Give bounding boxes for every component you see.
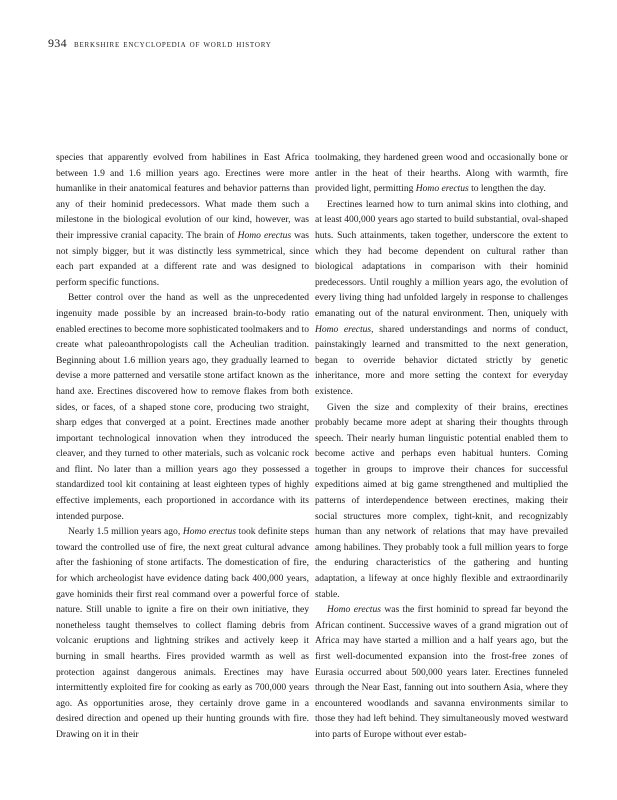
paragraph	[315, 150, 568, 197]
italic-text: Homo erectus	[327, 604, 381, 616]
text-run: to lengthen the day.	[468, 183, 546, 195]
text-run: Given the size and complexity of their brains, erectines probably became more adept at sharing their thoughts through speech. Their nearly human linguistic potential enabled them to become active and perhaps even habitual hunters. Coming together in groups to improve their chances for successful expeditions aimed at big game strengthened and multiplied the patterns of interdependence between erectines, making their social structures more complex, tight-knit, and recognizably human than any network of relations that may have prevailed among habilines. They probably took a full million years to forge the enduring characteristics of the gathering and hunting adaptation, a lifeway at once highly flexible and extraordinarily stable.	[315, 401, 568, 600]
left-column	[56, 150, 309, 743]
paragraph	[56, 524, 309, 742]
italic-text: Homo erectus	[182, 526, 236, 538]
paragraph	[315, 197, 568, 400]
italic-text: Homo erectus	[237, 229, 292, 241]
text-run: Erectines learned how to turn animal skins into clothing, and at least 400,000 years ago started to build substantial, oval-shaped huts. Such attainments, taken together, underscore the extent to which they had become dependent on cultural rather than biological adaptations in comparison with their hominid predecessors. Until roughly a million years ago, the evolution of every living thing had unfolded largely in response to challenges emanating out of the natural environment. Then, uniquely with	[315, 198, 568, 319]
paragraph	[315, 602, 568, 742]
text-run: toolmaking, they hardened green wood and occasionally bone or antler in the heat of their hearths. Along with warmth, fire provided light, permitting	[315, 152, 568, 195]
page-number: 934	[48, 36, 67, 50]
text-run: species that apparently evolved from habilines in East Africa between 1.9 and 1.6 million years ago. Erectines were more humanlike in their anatomical features and behavior patterns than any of their hominid predecessors. What made them such a milestone in the biological evolution of our kind, however, was their impressive cranial capacity. The brain of	[56, 152, 309, 241]
text-run: was the first hominid to spread far beyond the African continent. Successive waves of a grand migration out of Africa may have started a million and a half years ago, but the first well-documented expansion into the frost-free zones of Eurasia occurred about 500,000 years later. Erectines funneled through the Near East, fanning out into southern Asia, where they encountered woodlands and savanna environments similar to those they had left behind. They simultaneously moved westward into parts of Europe without ever estab-	[315, 604, 568, 740]
paragraph	[56, 290, 309, 524]
paragraph	[56, 150, 309, 290]
italic-text: Homo erectus	[415, 183, 469, 195]
text-run: shared understandings and norms of conduct, painstakingly learned and transmitted to the next generation, began to override behavior dictated strictly by genetic inheritance, more and more setting the context for everyday existence.	[315, 323, 568, 397]
text-run: took definite steps toward the controlled use of fire, the next great cultural advance after the fashioning of stone artifacts. The domestication of fire, for which archeologist have evidence dating back 400,000 years, gave hominids their first real command over a powerful force of nature. Still unable to ignite a fire on their own initiative, they nonetheless taught themselves to collect flaming debris from volcanic eruptions and lightning strikes and actively keep it burning in small hearths. Fires provided warmth as well as protection against dangerous animals. Erectines may have intermittently exploited fire for cooking as early as 700,000 years ago. As opportunities arose, they certainly drove game in a desired direction and opened up their hunting grounds with fire. Drawing on it in their	[56, 526, 309, 740]
running-header	[48, 36, 272, 51]
text-run: Nearly 1.5 million years ago,	[68, 526, 183, 538]
running-title: berkshire encyclopedia of world history	[73, 40, 272, 50]
italic-text: Homo erectus,	[315, 323, 374, 335]
text-run: Better control over the hand as well as the unprecedented ingenuity made possible by an increased brain-to-body ratio enabled erectines to become more sophisticated toolmakers and to create what paleoanthropologists call the Acheulian tradition. Beginning about 1.6 million years ago, they gradually learned to devise a more patterned and versatile stone artifact known as the hand axe. Erectines discovered how to remove flakes from both sides, or faces, of a shaped stone core, producing two straight, sharp edges that converged at a point. Erectines made another important technological innovation when they introduced the cleaver, and they turned to other materials, such as volcanic rock and flint. No later than a million years ago they possessed a standardized tool kit containing at least eighteen types of highly effective implements, each proportioned in accordance with its intended purpose.	[56, 292, 309, 522]
right-column	[315, 150, 568, 743]
text-run: was not simply bigger, but it was distinctly less symmetrical, since each part expanded at a different rate and was designed to perform specific functions.	[56, 229, 309, 288]
paragraph	[315, 400, 568, 603]
